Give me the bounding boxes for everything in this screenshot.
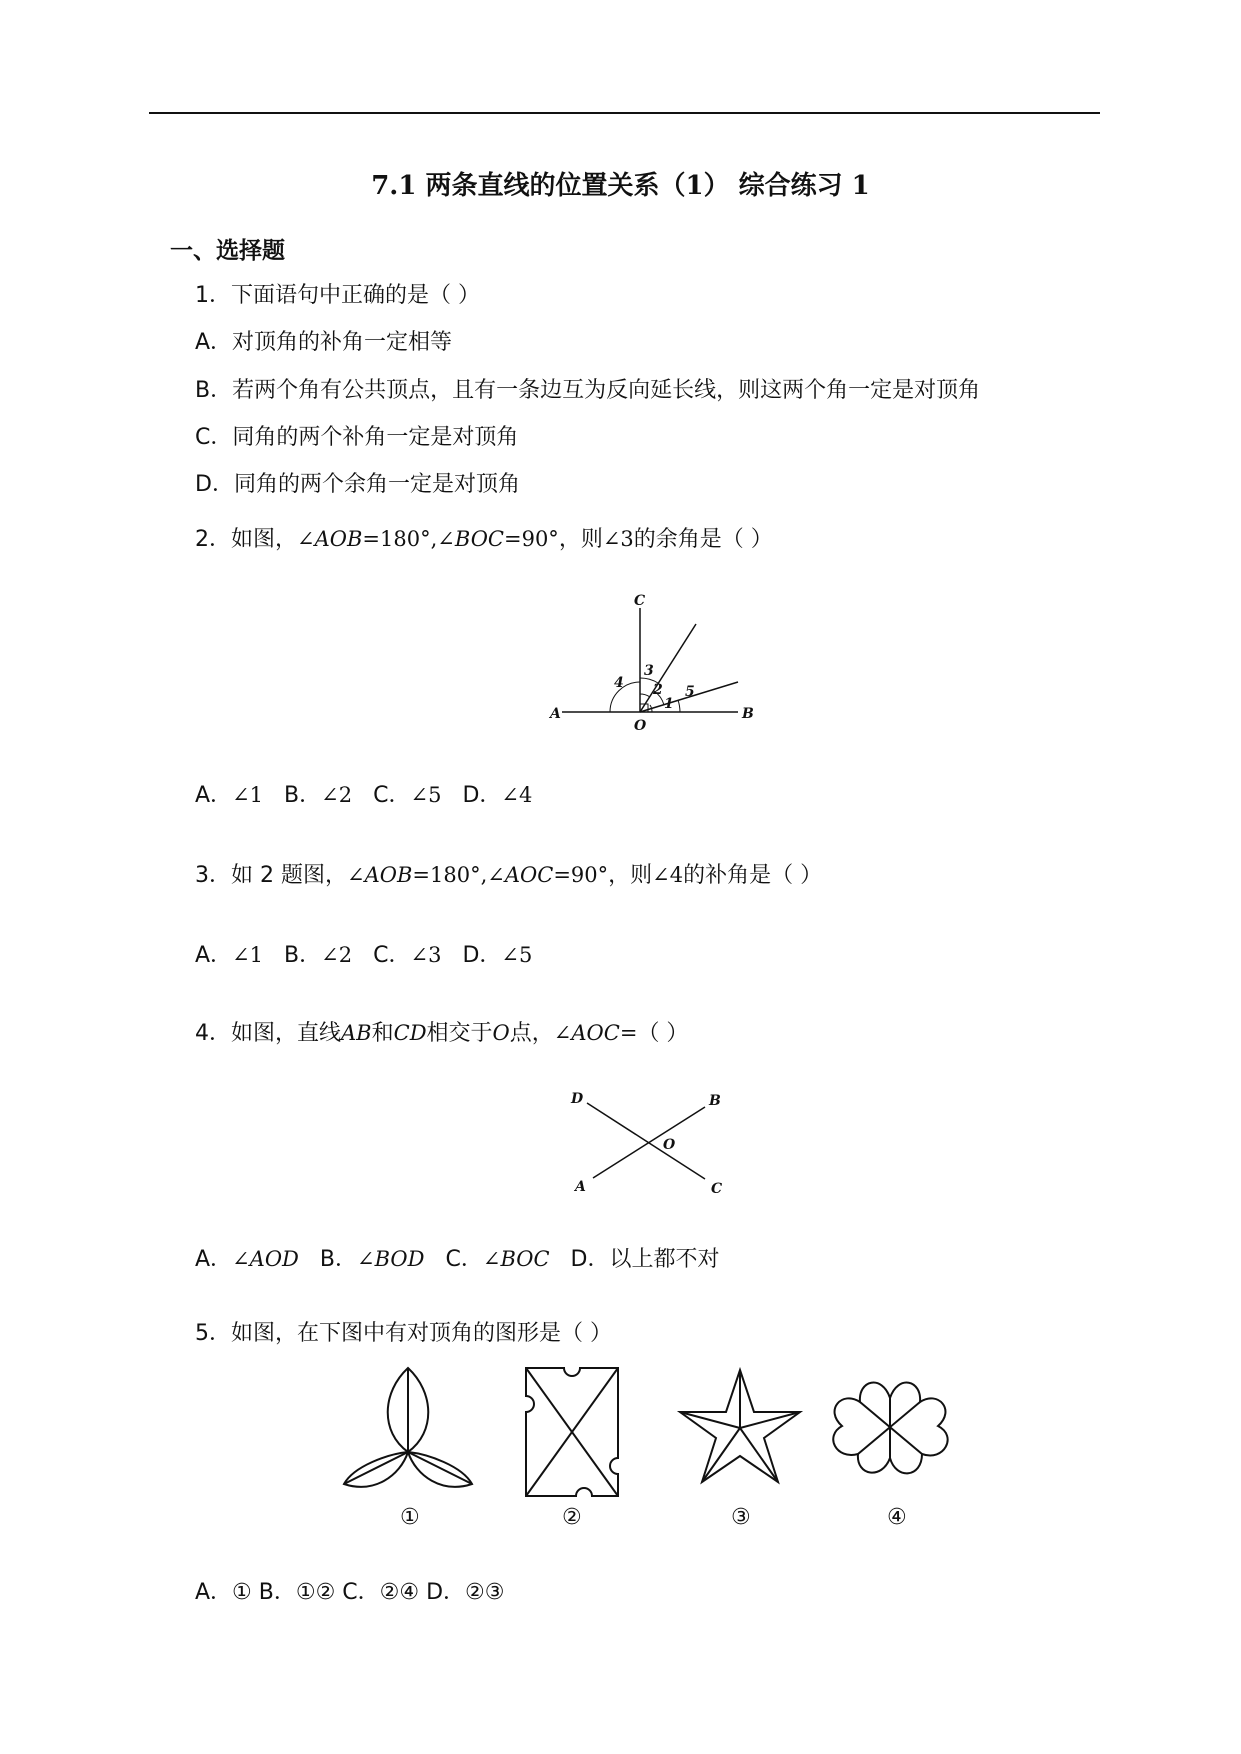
q2-text-2: ，则 [558, 527, 603, 552]
q4-label-b: B [709, 1093, 721, 1109]
q5-options: A．① B．①② C．②④ D．②③ [195, 1580, 505, 1605]
q4-opt-a-letter: A． [195, 1247, 233, 1272]
q3-opt-b-letter: B． [284, 943, 322, 968]
q2-label-5: 5 [685, 684, 695, 700]
q2-angle-figure [550, 590, 754, 734]
q5-caption-3: ③ [731, 1505, 751, 1530]
q2-label-1: 1 [664, 696, 674, 712]
q3-text-1: 3．如 2 题图， [195, 863, 347, 888]
q1-option-c: C．同角的两个补角一定是对顶角 [195, 425, 519, 450]
q2-opt-a-letter: A． [195, 783, 233, 808]
q4-text-4: 点， [509, 1021, 554, 1046]
q2-math-1: ∠AOB [297, 527, 363, 551]
q4-options [195, 1242, 720, 1273]
q4-math-4: ∠AOC [553, 1021, 620, 1045]
q3-opt-a-value: ∠1 [232, 943, 264, 967]
q2-text-3: 的余角是（ ） [633, 527, 773, 552]
q4-label-d: D [571, 1091, 584, 1107]
q2-opt-b-letter: B． [284, 783, 322, 808]
q2-stem [195, 522, 773, 553]
q3-math-1: ∠AOB [346, 863, 413, 887]
q5-stem: 5．如图，在下图中有对顶角的图形是（ ） [195, 1321, 612, 1346]
q3-options [195, 938, 532, 969]
q2-options [195, 778, 532, 809]
header-rule [149, 112, 1100, 114]
q3-opt-d-letter: D． [462, 943, 502, 968]
q2-math-3: ∠BOC [437, 527, 504, 551]
q2-opt-c-letter: C． [373, 783, 411, 808]
q2-label-2: 2 [653, 682, 663, 698]
q5-caption-4: ④ [887, 1505, 907, 1530]
q3-math-2: =180°, [412, 863, 488, 887]
q4-opt-b-letter: B． [319, 1247, 357, 1272]
q2-math-4: =90° [503, 527, 559, 551]
q3-math-4: =90° [553, 863, 609, 887]
q4-opt-d: D．以上都不对 [570, 1247, 720, 1272]
q2-opt-d-value: ∠4 [501, 783, 533, 807]
q4-math-5: = [619, 1021, 638, 1045]
q2-label-a: A [550, 706, 561, 722]
q2-text-1: 2．如图， [195, 527, 297, 552]
q4-opt-b-value: ∠BOD [356, 1247, 425, 1271]
q2-opt-b-value: ∠2 [321, 783, 353, 807]
q2-math-2: =180°, [362, 527, 438, 551]
q2-opt-a-value: ∠1 [232, 783, 264, 807]
q4-opt-c-letter: C． [445, 1247, 483, 1272]
q3-opt-d-value: ∠5 [501, 943, 533, 967]
q5-shapes-figure [340, 1362, 960, 1542]
q4-math-2: CD [393, 1021, 427, 1045]
q1-option-b: B．若两个角有公共顶点，且有一条边互为反向延长线，则这两个角一定是对顶角 [195, 378, 981, 403]
q1-option-d: D．同角的两个余角一定是对顶角 [195, 472, 520, 497]
q4-label-o: O [663, 1137, 676, 1153]
q4-text-2: 和 [371, 1021, 394, 1046]
q5-caption-1: ① [400, 1505, 420, 1530]
q4-opt-c-value: ∠BOC [482, 1247, 550, 1271]
q4-text-1: 4．如图，直线 [195, 1021, 341, 1046]
q3-opt-c-value: ∠3 [410, 943, 442, 967]
q2-label-o: O [634, 718, 647, 734]
q4-text-5: （ ） [637, 1021, 689, 1046]
q4-math-1: AB [341, 1021, 372, 1045]
q3-stem [195, 858, 822, 889]
q4-text-3: 相交于 [426, 1021, 493, 1046]
q1-stem: 1．下面语句中正确的是（ ） [195, 283, 480, 308]
q2-label-3: 3 [644, 663, 654, 679]
q4-label-a: A [575, 1179, 586, 1195]
q2-label-c: C [634, 593, 646, 609]
q3-math-3: ∠AOC [487, 863, 554, 887]
q2-opt-c-value: ∠5 [410, 783, 442, 807]
q3-text-2: ，则 [608, 863, 653, 888]
section-heading: 一、选择题 [170, 238, 285, 264]
q2-label-4: 4 [614, 675, 624, 691]
q5-shape-1 [344, 1368, 472, 1487]
q2-opt-d-letter: D． [462, 783, 502, 808]
q3-opt-c-letter: C． [373, 943, 411, 968]
q4-opt-a-value: ∠AOD [232, 1247, 299, 1271]
q4-math-3: O [492, 1021, 510, 1045]
q5-shape-2 [526, 1368, 618, 1496]
q3-text-3: 的补角是（ ） [683, 863, 823, 888]
q3-opt-b-value: ∠2 [321, 943, 353, 967]
q5-shape-3 [680, 1370, 800, 1482]
q4-label-c: C [711, 1181, 723, 1197]
q3-opt-a-letter: A． [195, 943, 233, 968]
q4-intersecting-lines-figure [565, 1085, 735, 1195]
q1-option-a: A．对顶角的补角一定相等 [195, 330, 453, 355]
q5-caption-2: ② [562, 1505, 582, 1530]
q4-stem [195, 1016, 688, 1047]
page-title: 7.1 两条直线的位置关系（1） 综合练习 1 [371, 171, 870, 201]
q2-label-b: B [742, 706, 754, 722]
q2-math-5: ∠3 [602, 527, 634, 551]
q5-shape-4 [833, 1383, 947, 1474]
q3-math-5: ∠4 [652, 863, 684, 887]
